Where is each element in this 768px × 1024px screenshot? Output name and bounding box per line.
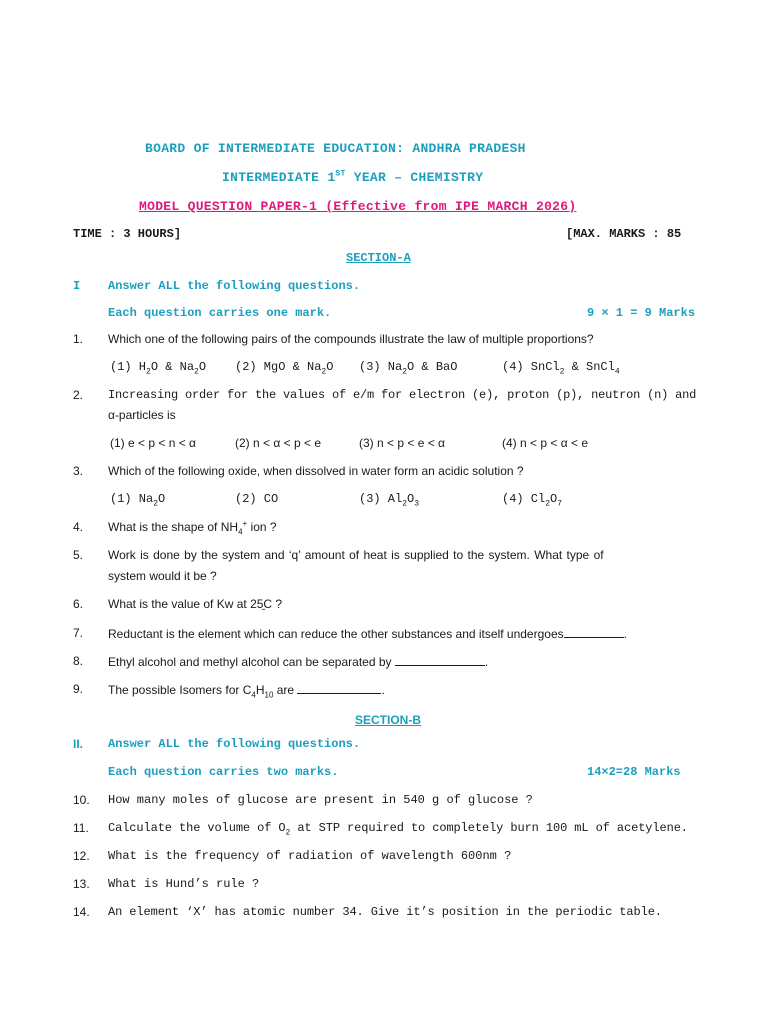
q12-text: What is the frequency of radiation of wavelength 600nm ? xyxy=(108,849,512,863)
q2-number: 2. xyxy=(73,388,84,402)
q10-number: 10. xyxy=(73,793,90,807)
q3-option-2: (2) CO xyxy=(235,492,279,506)
section-b-roman: II. xyxy=(73,737,84,751)
q2-text-line1: Increasing order for the values of e/m for electron (e), proton (p), neutron (n) and xyxy=(108,388,697,402)
section-b-subinstruction: Each question carries two marks. xyxy=(108,765,339,779)
q11-text: Calculate the volume of $O_2$ at STP required to completely burn 100 mL of acetylene. xyxy=(108,821,688,838)
q2-option-1: (1) e < p < n < α xyxy=(110,436,196,450)
max-marks-label: [MAX. MARKS : 85 xyxy=(566,227,682,241)
section-a-subinstruction: Each question carries one mark. xyxy=(108,306,332,320)
q14-number: 14. xyxy=(73,905,90,919)
paper-title: MODEL QUESTION PAPER-1 (Effective from IPE MARCH 2026) xyxy=(139,199,577,214)
q9-answer-blank[interactable] xyxy=(297,682,381,694)
q2-text-line2: α-particles is xyxy=(108,408,176,422)
q6-number: 6. xyxy=(73,597,84,611)
section-b-marks: 14×2=28 Marks xyxy=(587,765,681,779)
course-title xyxy=(222,170,483,185)
q2-option-4: (4) n < p < α < e xyxy=(502,436,588,450)
q7-answer-blank[interactable] xyxy=(564,626,624,638)
section-b-instruction: Answer ALL the following questions. xyxy=(108,737,361,751)
time-label: TIME : 3 HOURS] xyxy=(73,227,182,241)
q13-number: 13. xyxy=(73,877,90,891)
q8-text: Ethyl alcohol and methyl alcohol can be separated by . xyxy=(108,655,489,669)
q1-option-1: (1) $H_2O$ & $Na_2O$ xyxy=(110,360,207,377)
q12-number: 12. xyxy=(73,849,90,863)
q3-option-3: (3) $Al_2O_3$ xyxy=(359,492,420,509)
course-title-pre: INTERMEDIATE 1 xyxy=(222,170,336,185)
q7-number: 7. xyxy=(73,626,84,640)
q14-text: An element ‘X’ has atomic number 34. Give it’s position in the periodic table. xyxy=(108,905,662,919)
q10-text: How many moles of glucose are present in 540 g of glucose ? xyxy=(108,793,533,807)
q2-option-2: (2) n < α < p < e xyxy=(235,436,321,450)
q11-number: 11. xyxy=(73,821,89,835)
q1-option-2: (2) MgO & $Na_2O$ xyxy=(235,360,334,377)
section-a-marks: 9 × 1 = 9 Marks xyxy=(587,306,696,320)
board-title: BOARD OF INTERMEDIATE EDUCATION: ANDHRA PRADESH xyxy=(145,141,526,156)
q3-option-4: (4) $Cl_2O_7$ xyxy=(502,492,563,509)
section-b-title: SECTION-B xyxy=(355,713,421,727)
q8-answer-blank[interactable] xyxy=(395,654,485,666)
course-title-post: YEAR – CHEMISTRY xyxy=(345,170,484,185)
q1-option-4: (4) SnCl$_2$ & SnCl$_4$ xyxy=(502,360,620,377)
q8-number: 8. xyxy=(73,654,84,668)
q4-text: What is the shape of $NH_4^+$ ion ? xyxy=(108,519,277,537)
q5-text-line2: system would it be ? xyxy=(108,569,217,583)
section-a-title: SECTION-A xyxy=(346,251,411,265)
q9-number: 9. xyxy=(73,682,84,696)
q1-option-3: (3) $Na_2O$ & BaO xyxy=(359,360,458,377)
q1-text: Which one of the following pairs of the compounds illustrate the law of multiple proportions? xyxy=(108,332,594,346)
q3-text: Which of the following oxide, when dissolved in water form an acidic solution ? xyxy=(108,464,524,478)
q1-number: 1. xyxy=(73,332,84,346)
q4-number: 4. xyxy=(73,520,84,534)
q13-text: What is Hund’s rule ? xyxy=(108,877,260,891)
q7-text: Reductant is the element which can reduce the other substances and itself undergoes . xyxy=(108,627,627,641)
section-a-instruction: Answer ALL the following questions. xyxy=(108,279,361,293)
q5-text-line1: Work is done by the system and ‘q’ amount of heat is supplied to the system. What type of xyxy=(108,548,604,562)
q6-text: What is the value of Kw at 25̱C ? xyxy=(108,597,283,611)
q3-number: 3. xyxy=(73,464,84,478)
q9-text: The possible Isomers for $C_4H_{10}$ are . xyxy=(108,683,385,700)
q5-number: 5. xyxy=(73,548,84,562)
q2-option-3: (3) n < p < e < α xyxy=(359,436,445,450)
q3-option-1: (1) $Na_2O$ xyxy=(110,492,166,509)
section-a-roman: I xyxy=(73,279,81,293)
course-title-sup: ST xyxy=(335,169,346,179)
